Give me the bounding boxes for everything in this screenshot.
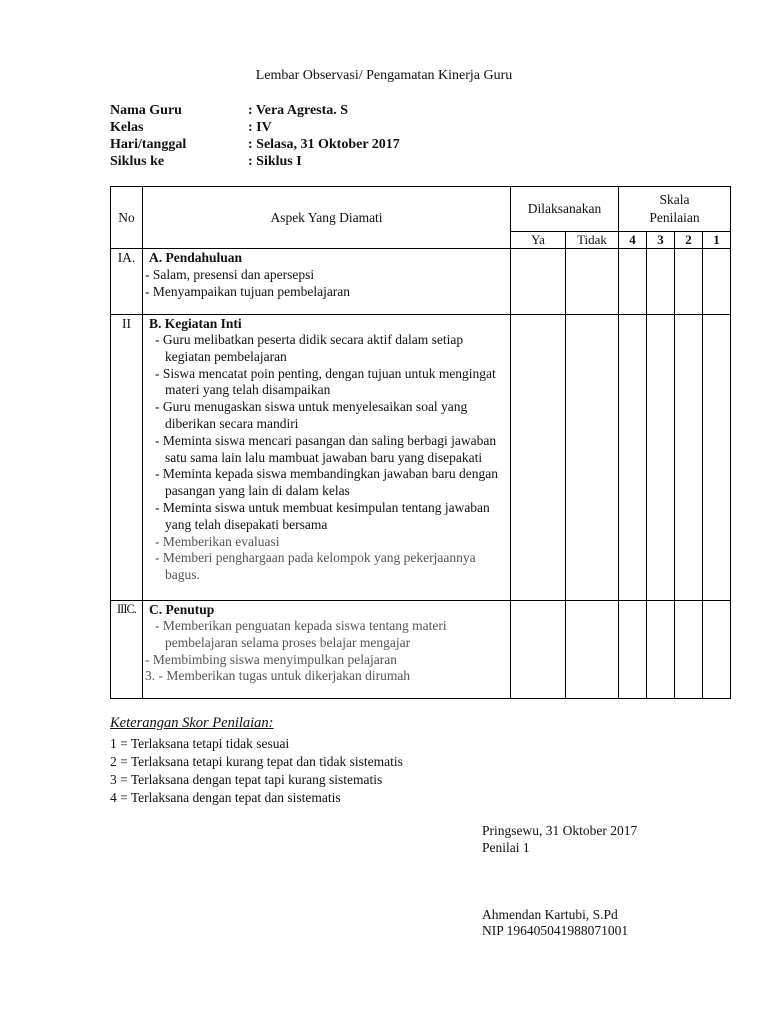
header-score-3: 3 xyxy=(647,232,675,249)
info-value-nama: : Vera Agresta. S xyxy=(248,103,349,118)
signature-place-date: Pringsewu, 31 Oktober 2017 xyxy=(482,823,638,838)
list-item: 3. - Memberikan tugas untuk dikerjakan dirumah xyxy=(145,668,411,684)
header-score-1: 1 xyxy=(703,232,731,249)
info-label-siklus: Siklus ke xyxy=(110,154,165,169)
aspek-cell xyxy=(143,601,511,699)
list-item: - Memberi penghargaan pada kelompok yang pekerjaannya bagus. xyxy=(155,550,476,583)
keterangan-item: 2 = Terlaksana tetapi kurang tepat dan tidak sistematis xyxy=(110,754,403,769)
list-item: - Guru menugaskan siswa untuk menyelesaikan soal yang diberikan secara mandiri xyxy=(155,399,468,431)
cell-score-4 xyxy=(619,315,647,601)
list-item: - Membimbing siswa menyimpulkan pelajaran xyxy=(145,651,397,667)
info-value-kelas: : IV xyxy=(248,120,272,135)
table-row-penutup xyxy=(111,601,731,699)
signature-nip: NIP 196405041988071001 xyxy=(482,923,629,938)
header-score-4: 4 xyxy=(619,232,647,249)
info-label-tanggal: Hari/tanggal xyxy=(110,137,187,152)
keterangan-item: 1 = Terlaksana tetapi tidak sesuai xyxy=(110,736,290,751)
cell-score-3 xyxy=(647,601,675,699)
header-skala xyxy=(619,187,731,232)
cell-score-4 xyxy=(619,601,647,699)
list-item: - Salam, presensi dan apersepsi xyxy=(145,267,315,282)
list-item: - Guru melibatkan peserta didik secara aktif dalam setiap kegiatan pembelajaran xyxy=(155,332,464,364)
info-value-siklus: : Siklus I xyxy=(248,154,302,169)
list-item: - Memberikan evaluasi xyxy=(155,533,280,549)
keterangan-item: 3 = Terlaksana dengan tepat tapi kurang sistematis xyxy=(110,772,383,787)
list-item: - Menyampaikan tujuan pembelajaran xyxy=(145,283,351,299)
cell-score-1 xyxy=(703,249,731,315)
row-no: II xyxy=(111,315,143,601)
cell-tidak xyxy=(566,249,619,315)
cell-ya xyxy=(511,601,566,699)
info-label-nama: Nama Guru xyxy=(110,103,182,118)
list-item: - Siswa mencatat poin penting, dengan tujuan untuk mengingat materi yang telah disampaikan xyxy=(155,365,496,398)
row-no: IA. xyxy=(111,249,143,315)
aspek-cell xyxy=(143,249,511,315)
cell-score-2 xyxy=(675,601,703,699)
header-aspek: Aspek Yang Diamati xyxy=(143,187,511,249)
aspek-cell xyxy=(143,315,511,601)
cell-ya xyxy=(511,315,566,601)
signature-role: Penilai 1 xyxy=(482,840,530,855)
info-value-tanggal: : Selasa, 31 Oktober 2017 xyxy=(248,137,400,152)
header-dilaksanakan: Dilaksanakan xyxy=(511,187,619,232)
cell-ya xyxy=(511,249,566,315)
cell-tidak xyxy=(566,315,619,601)
cell-score-1 xyxy=(703,601,731,699)
header-skala-line2: Penilaian xyxy=(649,210,700,225)
table-row-kegiatan-inti xyxy=(111,315,731,601)
cell-score-3 xyxy=(647,315,675,601)
document-title: Lembar Observasi/ Pengamatan Kinerja Guru xyxy=(255,68,513,83)
list-item: - Memberikan penguatan kepada siswa tentang materi pembelajaran selama proses belajar mengajar xyxy=(155,618,447,650)
section-heading: B. Kegiatan Inti xyxy=(149,316,242,331)
header-no: No xyxy=(111,187,143,249)
list-item: - Meminta kepada siswa membandingkan jawaban baru dengan pasangan yang lain di dalam kelas xyxy=(155,466,499,499)
header-tidak: Tidak xyxy=(566,232,619,249)
cell-score-2 xyxy=(675,315,703,601)
signature-name: Ahmendan Kartubi, S.Pd xyxy=(482,907,618,922)
cell-tidak xyxy=(566,601,619,699)
header-skala-line1: Skala xyxy=(659,192,690,207)
section-heading: A. Pendahuluan xyxy=(149,250,243,265)
cell-score-4 xyxy=(619,249,647,315)
cell-score-3 xyxy=(647,249,675,315)
list-item: - Meminta siswa untuk membuat kesimpulan tentang jawaban yang telah disepakati bersama xyxy=(155,499,490,532)
list-item: - Meminta siswa mencari pasangan dan saling berbagi jawaban satu sama lain lalu mambuat jawaban baru yang disepakati xyxy=(155,432,497,465)
cell-score-2 xyxy=(675,249,703,315)
header-ya: Ya xyxy=(511,232,566,249)
observation-table xyxy=(110,186,731,699)
cell-score-1 xyxy=(703,315,731,601)
section-heading: C. Penutup xyxy=(149,602,215,617)
keterangan-title: Keterangan Skor Penilaian: xyxy=(110,715,274,731)
info-label-kelas: Kelas xyxy=(110,120,144,135)
row-no: IIIC. xyxy=(111,601,143,699)
table-row-pendahuluan xyxy=(111,249,731,315)
keterangan-item: 4 = Terlaksana dengan tepat dan sistematis xyxy=(110,790,341,805)
header-score-2: 2 xyxy=(675,232,703,249)
